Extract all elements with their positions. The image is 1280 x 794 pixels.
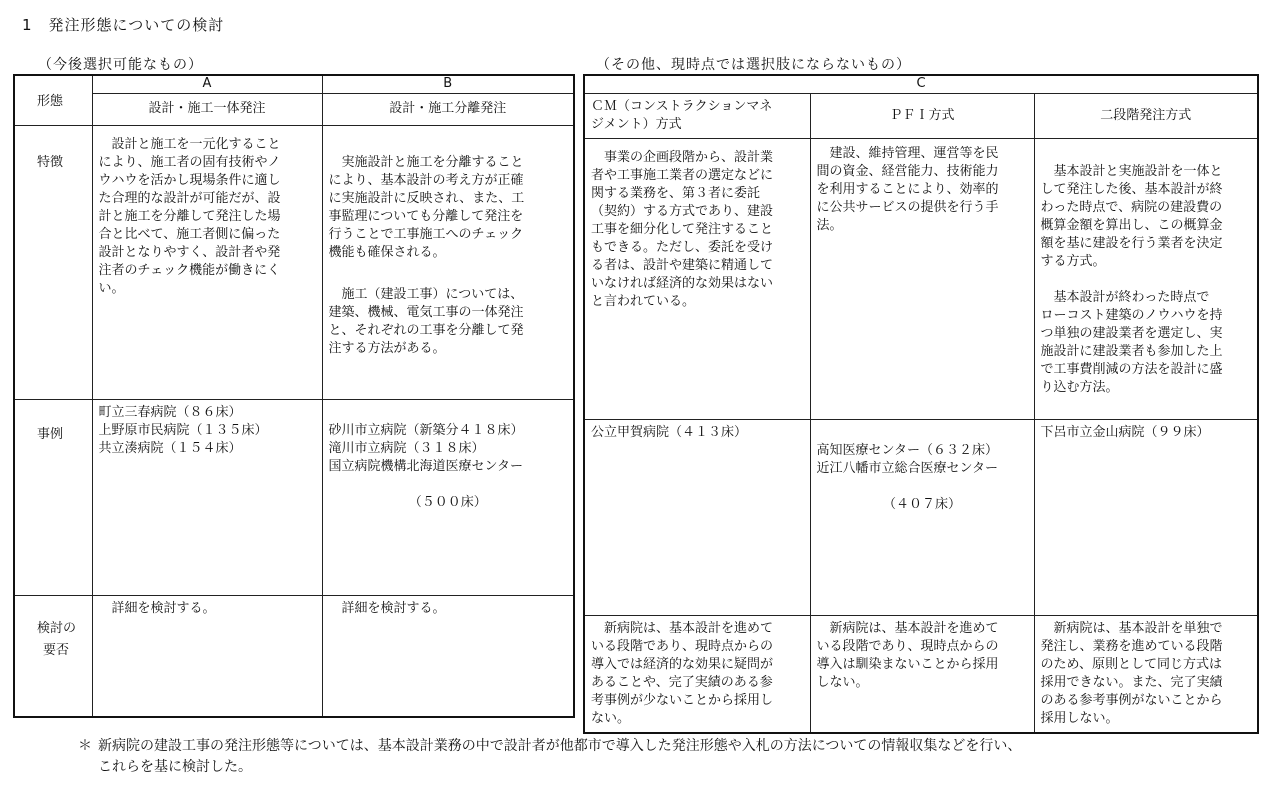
feature-b [322,125,574,399]
col-title-a: 設計・施工一体発注 [92,93,322,125]
cases-pfi-beds: （４０７床） [882,496,961,512]
feature-b-para-1: 実施設計と施工を分離すること により、基本設計の考え方が正確 に実施設計に反映され、また、工 事監理についても分離して発注を 行うことで工事施工へのチェック 機能も確保される。 [328,154,525,260]
review-cm: 新病院は、基本設計を進めて いる段階であり、現時点からの 導入では経済的な効果に疑問が あることや、完了実績のある参 考事例が少ないことから採用し ない。 [584,615,810,733]
cases-pfi-lines: 高知医療センター（６３２床） 近江八幡市立総合医療センター [816,442,998,476]
review-two-stage: 新病院は、基本設計を単独で 発注し、業務を進めている段階 のため、原則として同じ方式は 採用できない。また、完了実績 のある参考事例がないことから 採用しない。 [1034,615,1258,733]
row-label-review [14,595,92,717]
cases-b-lines: 砂川市立病院（新築分４１８床） 滝川市立病院（３１８床） 国立病院機構北海道医療センター [328,422,524,474]
footnote-mark: ＊ [78,738,92,754]
cases-b-beds: （５００床） [408,494,487,510]
feature-b-para-2: 施工（建設工事）については、 建築、機械、電気工事の一体発注 と、それぞれの工事を分離して発 注する方法がある。 [328,286,524,356]
cases-b [322,399,574,595]
col-title-b: 設計・施工分離発注 [322,93,574,125]
row-label-case: 事例 [14,399,92,595]
col-letter-b: B [322,75,574,93]
col-title-cm: ＣＭ（コンストラクションマネ ジメント）方式 [584,93,810,138]
row-label-review-line1: 検討の [37,620,77,636]
review-pfi: 新病院は、基本設計を進めて いる段階であり、現時点からの 導入は馴染まないことから採用 しない。 [810,615,1034,733]
cases-a: 町立三春病院（８６床） 上野原市民病院（１３５床） 共立湊病院（１５４床） [92,399,322,595]
left-table [13,74,575,718]
review-b: 詳細を検討する。 [322,595,574,717]
group-label-other: （その他、現時点では選択肢にならないもの） [596,57,911,73]
feature-cm: 事業の企画段階から、設計業 者や工事施工業者の選定などに 関する業務を、第３者に委託 （契約）する方式であり、建設 工事を細分化して発注すること もできる。ただし、委託を受け る者は、設計や建築に精通して いなければ経済的な効果はない と言われている。 [584,138,810,419]
row-label-feature: 特徴 [14,125,92,399]
cases-two-stage: 下呂市立金山病院（９９床） [1034,419,1258,615]
col-title-two-stage: 二段階発注方式 [1034,93,1258,138]
page-heading: 1 発注形態についての検討 [22,16,225,34]
group-label-selectable: （今後選択可能なもの） [38,57,203,73]
feature-two-stage [1034,138,1258,419]
feature-a: 設計と施工を一元化すること により、施工者の固有技術やノ ウハウを活かし現場条件に適し た合理的な設計が可能だが、設 計と施工を分離して発注した場 合と比べて、施工者側に偏った 設計となりやすく、設計者や発 注者のチェック機能が働きにく い。 [92,125,322,399]
row-label-review-line2: 要否 [43,642,70,658]
feature-pfi: 建設、維持管理、運営等を民 間の資金、経営能力、技術能力 を利用することにより、効率的 に公共サービスの提供を行う手 法。 [810,138,1034,419]
col-letter-c: C [584,75,1258,93]
cases-cm: 公立甲賀病院（４１３床） [584,419,810,615]
row-label-form: 形態 [14,75,92,125]
footnote-text: 新病院の建設工事の発注形態等については、基本設計業務の中で設計者が他都市で導入した発注形態や入札の方法についての情報収集などを行い、 これらを基に検討した。 [98,738,1022,775]
cases-pfi [810,419,1034,615]
col-title-pfi: ＰＦＩ方式 [810,93,1034,138]
feature-two-stage-para-1: 基本設計と実施設計を一体と して発注した後、基本設計が終 わった時点で、病院の建設費の 概算金額を算出し、この概算金 額を基に建設を行う業者を決定 する方式。 [1040,163,1223,269]
col-letter-a: A [92,75,322,93]
right-table [583,74,1259,734]
feature-two-stage-para-2: 基本設計が終わった時点で ローコスト建築のノウハウを持 つ単独の建設業者を選定し、実 施設計に建設業者も参加した上 で工事費削減の方法を設計に盛 り込む方法。 [1040,289,1223,395]
review-a: 詳細を検討する。 [92,595,322,717]
